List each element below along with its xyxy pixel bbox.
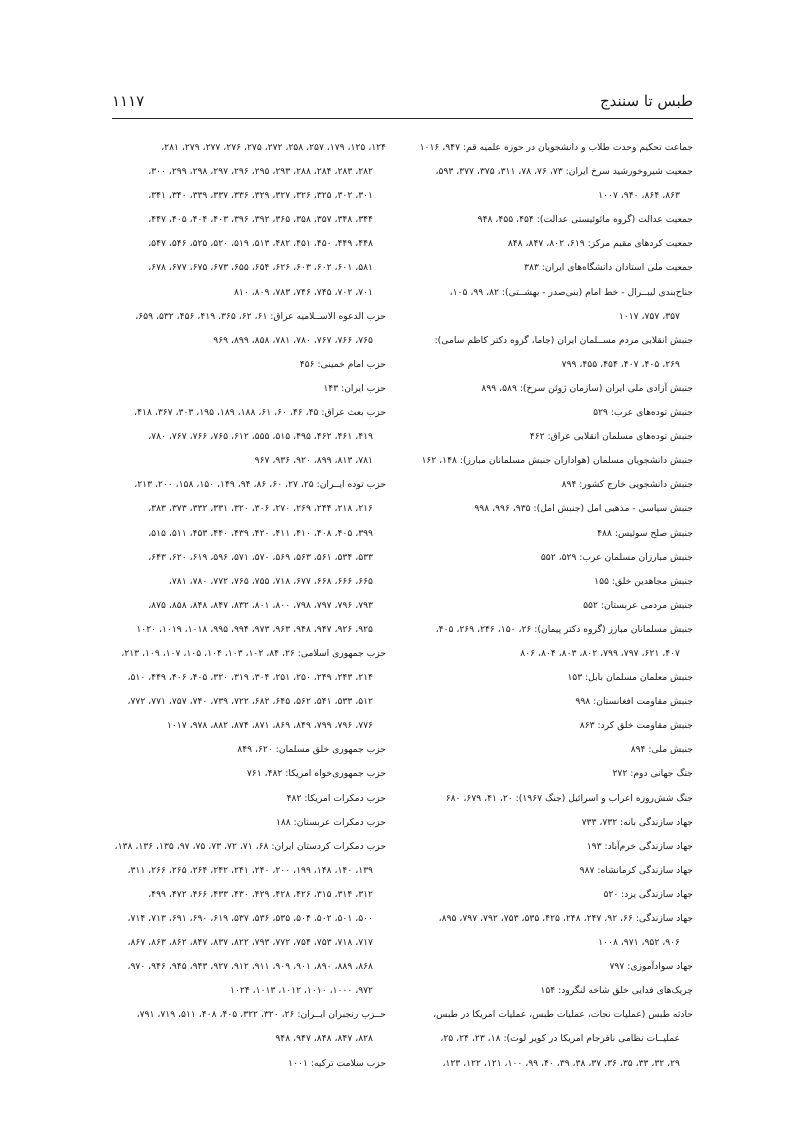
index-entry-text: حزب بعث عراق: ۴۵، ۴۶، ۶۰، ۶۱، ۱۸۸، ۱۸۹، ۱۹۵، ۳۰۳، ۳۶۷، ۴۱۸،	[134, 407, 386, 419]
index-entry-continuation: ۲۱۴، ۲۴۳، ۲۴۹، ۲۵۰، ۲۵۱، ۳۰۴، ۳۱۹، ۳۲۰، ۴۰۵، ۴۰۶، ۴۴۹، ۵۱۰،	[127, 672, 373, 684]
index-entry-text: جنبش توده‌های مسلمان انقلابی عراق: ۴۶۲	[529, 431, 693, 443]
index-entry-text: جناح‌بندی لیبــرال - خط امام (بنی‌صدر - بهشــتی): ۸۲، ۹۹، ۱۰۵،	[449, 286, 693, 298]
index-entry-continuation: ۱۳۹، ۱۴۰، ۱۴۸، ۱۹۹، ۲۰۰، ۲۴۰، ۲۴۱، ۲۴۲، ۲۶۴، ۲۶۵، ۲۶۶، ۳۱۱،	[127, 864, 373, 876]
index-entry	[407, 449, 693, 473]
index-entry-text: جهاد سازندگی کرمانشاه: ۹۸۷	[579, 864, 693, 876]
index-entry-text: جماعت تحکیم وحدت طلاب و دانشجویان در حوزه علمیه قم: ۹۴۷، ۱۰۱۶	[419, 142, 693, 153]
index-entry-continuation: ۲۹، ۳۲، ۳۳، ۳۵، ۳۶، ۳۷، ۳۸، ۳۹، ۴۰، ۹۹، ۱۰۰، ۱۲۱، ۱۲۲، ۱۲۳،	[442, 1057, 680, 1069]
index-entry-text: جنبش مردمی عربستان: ۵۵۲	[583, 599, 693, 611]
index-entry	[96, 1003, 386, 1051]
index-entry	[407, 1003, 693, 1075]
index-entry	[407, 762, 693, 786]
index-entry-text: جنبش توده‌های عرب: ۵۲۹	[593, 407, 693, 419]
index-entry-continuation: ۹۷۲، ۱۰۰۰، ۱۰۱۰، ۱۰۱۲، ۱۰۱۳، ۱۰۲۴	[229, 985, 373, 997]
index-entry-continuation: ۷۷۶، ۷۹۶، ۷۹۹، ۸۴۹، ۸۶۹، ۸۷۱، ۸۷۴، ۸۸۲، ۹۷۸، ۱۰۱۷	[166, 720, 373, 732]
index-entry	[96, 353, 386, 377]
index-entry	[96, 762, 386, 786]
header-rule	[112, 118, 693, 119]
index-entry	[407, 594, 693, 618]
index-entry	[407, 232, 693, 256]
index-entry	[96, 835, 386, 1004]
index-entry-text: حادثه طبس (عملیات نجات، عملیات طبس، عملیات امریکا در طبس،	[433, 1009, 693, 1021]
index-entry-continuation: ۳۱۲، ۳۱۴، ۳۱۵، ۴۲۶، ۴۲۸، ۴۲۹، ۴۳۰، ۴۳۳، ۴۶۶، ۴۷۲، ۴۹۹،	[148, 888, 373, 900]
index-entry-continuation: ۳۹۹، ۴۰۵، ۴۰۸، ۴۱۰، ۴۱۱، ۴۲۰، ۴۳۹، ۴۴۰، ۴۵۳، ۵۱۱، ۵۱۵،	[148, 527, 373, 539]
index-entry	[407, 835, 693, 859]
index-entry-text: حزب دمکرات کردستان ایران: ۶۸، ۷۱، ۷۲، ۷۳، ۷۵، ۹۷، ۱۳۵، ۱۳۶، ۱۳۸،	[114, 840, 386, 852]
index-entry-text: حــزب رنجبران ایــران: ۲۶، ۳۲۰، ۳۲۲، ۴۰۵، ۴۰۸، ۵۱۱، ۷۱۹، ۷۹۱،	[136, 1009, 386, 1021]
index-entry	[96, 401, 386, 473]
index-entry	[407, 787, 693, 811]
index-entry-text: حزب سلامت ترکیه: ۱۰۰۱	[288, 1057, 386, 1069]
index-entry-text: جنگ شش‌روزه اعراب و اسرائیل (جنگ ۱۹۶۷): ۲۰، ۴۱، ۶۷۹، ۶۸۰	[445, 792, 693, 804]
index-entry	[407, 979, 693, 1003]
index-entry-continuation: ۲۸۲، ۲۸۳، ۲۸۴، ۲۸۸، ۲۹۳، ۲۹۵، ۲۹۶، ۲۹۷، ۲۹۸، ۲۹۹، ۳۰۰،	[148, 166, 373, 178]
page-number: ۱۱۱۷	[112, 92, 145, 110]
index-entry-continuation: ۵۸۱، ۶۰۱، ۶۰۲، ۶۰۳، ۶۲۶، ۶۵۴، ۶۵۵، ۶۷۳، ۶۷۵، ۶۷۷، ۶۷۸،	[148, 262, 373, 274]
index-entry	[96, 473, 386, 642]
index-entry-continuation: ۴۱۹، ۴۶۱، ۴۶۲، ۴۹۵، ۵۱۵، ۵۵۵، ۶۱۲، ۷۶۵، ۷۶۶، ۷۶۷، ۷۸۰،	[148, 431, 373, 443]
index-entry	[96, 787, 386, 811]
index-entry-continuation: ۴۴۸، ۴۴۹، ۴۵۰، ۴۵۱، ۴۸۲، ۵۱۳، ۵۱۹، ۵۲۰، ۵۲۵، ۵۴۶، ۵۴۷،	[148, 238, 373, 250]
index-entry-text: جنبش معلمان مسلمان بابل: ۱۵۳	[567, 672, 693, 684]
index-entry-continuation: ۳۵۷، ۷۵۷، ۱۰۱۷	[618, 310, 680, 322]
index-entry-continuation: ۹۰۶، ۹۵۲، ۹۷۱، ۱۰۰۸	[598, 937, 680, 949]
index-entry-continuation: ۵۳۳، ۵۳۴، ۵۶۱، ۵۶۳، ۵۶۹، ۵۷۰، ۵۷۱، ۵۹۶، ۶۱۹، ۶۲۰، ۶۴۳،	[148, 551, 373, 563]
index-entry	[407, 522, 693, 546]
index-entry-text: جنبش انقلابی مردم مســلمان ایران (جاما، گروه دکتر کاظم سامی):	[434, 334, 693, 346]
index-entry-text: جنبش ملی: ۸۹۴	[630, 744, 693, 756]
index-entry	[407, 497, 693, 521]
index-entry	[407, 256, 693, 280]
index-entry	[407, 811, 693, 835]
index-entry	[407, 907, 693, 955]
index-entry	[96, 136, 386, 305]
index-entry-text: چریک‌های فدایی خلق شاخه لنگرود: ۱۵۴	[540, 985, 693, 997]
index-entry-text: جنبش مقاومت خلق کرد: ۸۶۳	[579, 720, 693, 732]
index-entry-text: حزب امام خمینی: ۴۵۶	[299, 358, 386, 370]
index-entry-text: ۱۲۴، ۱۲۵، ۱۷۹، ۲۵۷، ۲۵۸، ۲۷۲، ۲۷۵، ۲۷۶، ۲۷۷، ۲۷۹، ۲۸۱،	[161, 142, 386, 153]
index-entry	[96, 377, 386, 401]
running-header	[112, 92, 693, 116]
index-entry-text: جنبش آزادی ملی ایران (سازمان ژوئن سرخ): ۵۸۹، ۸۹۹	[481, 382, 693, 394]
index-entry-text: جهاد سازندگی یزد: ۵۲۰	[603, 888, 693, 900]
index-entry	[407, 618, 693, 666]
index-entry-text: جهاد سازندگی خرم‌آباد: ۱۹۳	[586, 840, 693, 852]
index-entry-text: حزب دمکرات امریکا: ۴۸۲	[286, 792, 386, 804]
index-entry-text: جنبش صلح سوئیس: ۴۸۸	[597, 527, 693, 539]
index-entry	[96, 305, 386, 353]
index-entry-continuation: ۷۱۷، ۷۱۸، ۷۵۳، ۷۵۴، ۷۷۲، ۷۹۳، ۸۲۲، ۸۳۷، ۸۴۷، ۸۶۲، ۸۶۳، ۸۶۷،	[127, 937, 373, 949]
index-entry	[407, 208, 693, 232]
index-entry-continuation: ۴۰۷، ۶۲۱، ۷۹۷، ۷۹۹، ۸۰۲، ۸۰۳، ۸۰۴، ۸۰۶	[520, 647, 680, 659]
index-entry-text: جمعیت ملی استادان دانشگاه‌های ایران: ۳۸۳	[524, 262, 693, 274]
index-entry	[407, 738, 693, 762]
index-entry-text: جنبش مقاومت افغانستان: ۹۹۸	[575, 696, 693, 708]
index-entry	[96, 642, 386, 738]
index-entry	[407, 714, 693, 738]
index-entry	[407, 425, 693, 449]
index-entry-text: جهاد سازندگی: ۶۶، ۹۲، ۲۴۷، ۲۴۸، ۴۲۵، ۵۳۵، ۷۵۳، ۷۹۲، ۷۹۷، ۸۹۵،	[438, 913, 693, 924]
index-entry-continuation: ۸۲۸، ۸۴۷، ۸۴۸، ۹۴۷، ۹۴۸	[275, 1033, 373, 1045]
index-entry-text: جمعیت شیروخورشید سرخ ایران: ۷۳، ۷۶، ۷۸، ۳۱۱، ۳۷۵، ۳۷۷، ۵۹۳،	[435, 166, 693, 178]
index-entry-text: حزب ایران: ۱۴۳	[323, 382, 386, 394]
index-entry-text: حزب توده ایــران: ۲۵، ۲۷، ۶۰، ۸۶، ۹۴، ۱۴۹، ۱۵۰، ۱۵۸، ۲۰۰، ۲۱۳،	[134, 479, 386, 491]
index-entry-text: حزب دمکرات عربستان: ۱۸۸	[275, 816, 386, 828]
index-entry-continuation: ۹۲۵، ۹۲۶، ۹۴۷، ۹۴۸، ۹۶۳، ۹۷۳، ۹۹۴، ۹۹۵، ۱۰۱۸، ۱۰۱۹، ۱۰۲۰	[136, 623, 373, 635]
index-entry	[407, 690, 693, 714]
index-entry-text: جهاد سوادآموزی: ۷۹۷	[609, 961, 693, 973]
index-entry-continuation: ۲۱۶، ۲۱۸، ۲۴۴، ۲۶۹، ۲۷۰، ۳۰۶، ۳۲۰، ۳۳۱، ۳۳۲، ۳۷۳، ۳۸۳،	[148, 503, 373, 515]
index-entry-continuation: ۵۰۰، ۵۰۱، ۵۰۲، ۵۰۴، ۵۳۵، ۵۳۶، ۵۳۷، ۶۱۹، ۶۹۰، ۶۹۱، ۷۱۳، ۷۱۴،	[127, 913, 373, 924]
index-entry-text: جنبش مبارزان مسلمان عرب: ۵۲۹، ۵۵۲	[540, 551, 693, 563]
index-entry	[407, 401, 693, 425]
index-entry-text: جنبش مسلمانان مبارز (گروه دکتر پیمان): ۲۶، ۱۵۰، ۲۴۶، ۲۶۹، ۴۰۵،	[435, 623, 693, 635]
index-entry-continuation: ۵۱۲، ۵۳۳، ۵۴۱، ۵۶۲، ۶۴۵، ۶۸۲، ۷۲۲، ۷۳۹، ۷۴۰، ۷۵۷، ۷۷۱، ۷۷۲،	[127, 696, 373, 708]
index-entry-continuation: ۸۶۸، ۸۸۹، ۸۹۰، ۹۰۱، ۹۰۹، ۹۱۱، ۹۱۲، ۹۲۷، ۹۴۳، ۹۴۵، ۹۴۶، ۹۷۰،	[127, 961, 373, 973]
index-entry-text: جمعیت کردهای مقیم مرکز: ۶۱۹، ۸۰۲، ۸۴۷، ۸۴۸	[507, 238, 693, 250]
index-entry-text: جمعیت عدالت (گروه مائوئیستی عدالت): ۴۵۴، ۴۵۵، ۹۴۸	[477, 214, 693, 226]
index-entry-continuation: ۸۶۳، ۸۶۴، ۹۴۰، ۱۰۰۷	[598, 190, 680, 202]
index-entry	[407, 281, 693, 329]
index-entry-continuation: ۷۰۱، ۷۰۲، ۷۴۵، ۷۴۶، ۷۸۳، ۸۰۹، ۸۱۰	[233, 286, 373, 298]
index-entry	[96, 1052, 386, 1076]
index-entry-continuation: ۳۰۱، ۳۰۲، ۳۲۵، ۳۲۶، ۳۲۷، ۳۲۹، ۳۳۶، ۳۳۷، ۳۳۹، ۳۴۰، ۳۴۱،	[148, 190, 373, 202]
index-entry	[407, 883, 693, 907]
index-entry	[407, 546, 693, 570]
index-entry	[407, 160, 693, 208]
index-entry-continuation: ۳۴۴، ۳۴۸، ۳۵۷، ۳۵۸، ۳۶۵، ۳۹۲، ۳۹۶، ۴۰۳، ۴۰۴، ۴۰۵، ۴۴۷،	[148, 214, 373, 226]
index-entry-text: جنبش دانشجویان مسلمان (هواداران جنبش مسلمانان مبارز): ۱۴۸، ۱۶۲	[421, 455, 693, 467]
index-column-right	[407, 136, 693, 1076]
index-entry-continuation: عملیــات نظامی نافرجام امریکا در کویر لوت): ۱۸، ۲۳، ۲۴، ۲۵،	[440, 1033, 680, 1045]
index-entry-text: جنگ جهانی دوم: ۲۷۲	[612, 768, 693, 780]
index-entry-text: حزب جمهوری‌خواه امریکا: ۴۸۲، ۷۶۱	[246, 768, 386, 780]
index-entry-text: حزب جمهوری اسلامی: ۲۶، ۸۴، ۱۰۲، ۱۰۳، ۱۰۴، ۱۰۵، ۱۰۷، ۱۰۹، ۲۱۳،	[121, 647, 386, 659]
index-entry	[96, 738, 386, 762]
index-entry	[407, 473, 693, 497]
index-entry	[407, 570, 693, 594]
index-entry-text: جهاد سازندگی بانه: ۷۳۲، ۷۳۳	[581, 816, 693, 828]
index-entry	[96, 811, 386, 835]
index-entry	[407, 955, 693, 979]
index-entry-text: جنبش سیاسی - مذهبی امل (جنبش امل): ۹۳۵، ۹۹۶، ۹۹۸	[474, 503, 693, 515]
index-entry-text: جنبش مجاهدین خلق: ۱۵۵	[594, 575, 693, 587]
index-entry	[407, 329, 693, 377]
index-entry	[407, 136, 693, 160]
index-entry-text: جنبش دانشجویی خارج کشور: ۸۹۴	[561, 479, 693, 491]
running-title: طبس تا سنندج	[599, 92, 693, 110]
index-entry-text: حزب الدعوه الاســلامیه عراق: ۶۱، ۶۲، ۳۶۵، ۴۱۹، ۴۵۶، ۵۳۲، ۶۵۹،	[135, 310, 386, 322]
index-entry	[407, 859, 693, 883]
index-column-left	[96, 136, 386, 1076]
index-entry-text: حزب جمهوری خلق مسلمان: ۶۲۰، ۸۴۹	[237, 744, 386, 756]
index-entry	[407, 377, 693, 401]
index-entry-continuation: ۷۶۵، ۷۶۶، ۷۶۷، ۷۸۰، ۷۸۱، ۸۵۸، ۸۹۹، ۹۶۹	[213, 334, 373, 346]
index-entry	[407, 666, 693, 690]
index-entry-continuation: ۷۸۱، ۸۱۳، ۸۹۹، ۹۲۰، ۹۳۶، ۹۶۷	[254, 455, 373, 467]
index-entry-continuation: ۶۶۵، ۶۶۶، ۶۶۸، ۶۷۷، ۷۱۸، ۷۵۵، ۷۶۵، ۷۷۲، ۷۸۰، ۷۸۱،	[168, 575, 373, 587]
index-entry-continuation: ۷۹۳، ۷۹۶، ۷۹۷، ۷۹۸، ۸۰۰، ۸۰۱، ۸۳۲، ۸۴۷، ۸۴۸، ۸۵۸، ۸۷۵،	[148, 599, 373, 611]
index-entry-continuation: ۲۶۹، ۴۰۵، ۴۰۷، ۴۵۴، ۴۵۵، ۷۹۹	[561, 358, 680, 370]
